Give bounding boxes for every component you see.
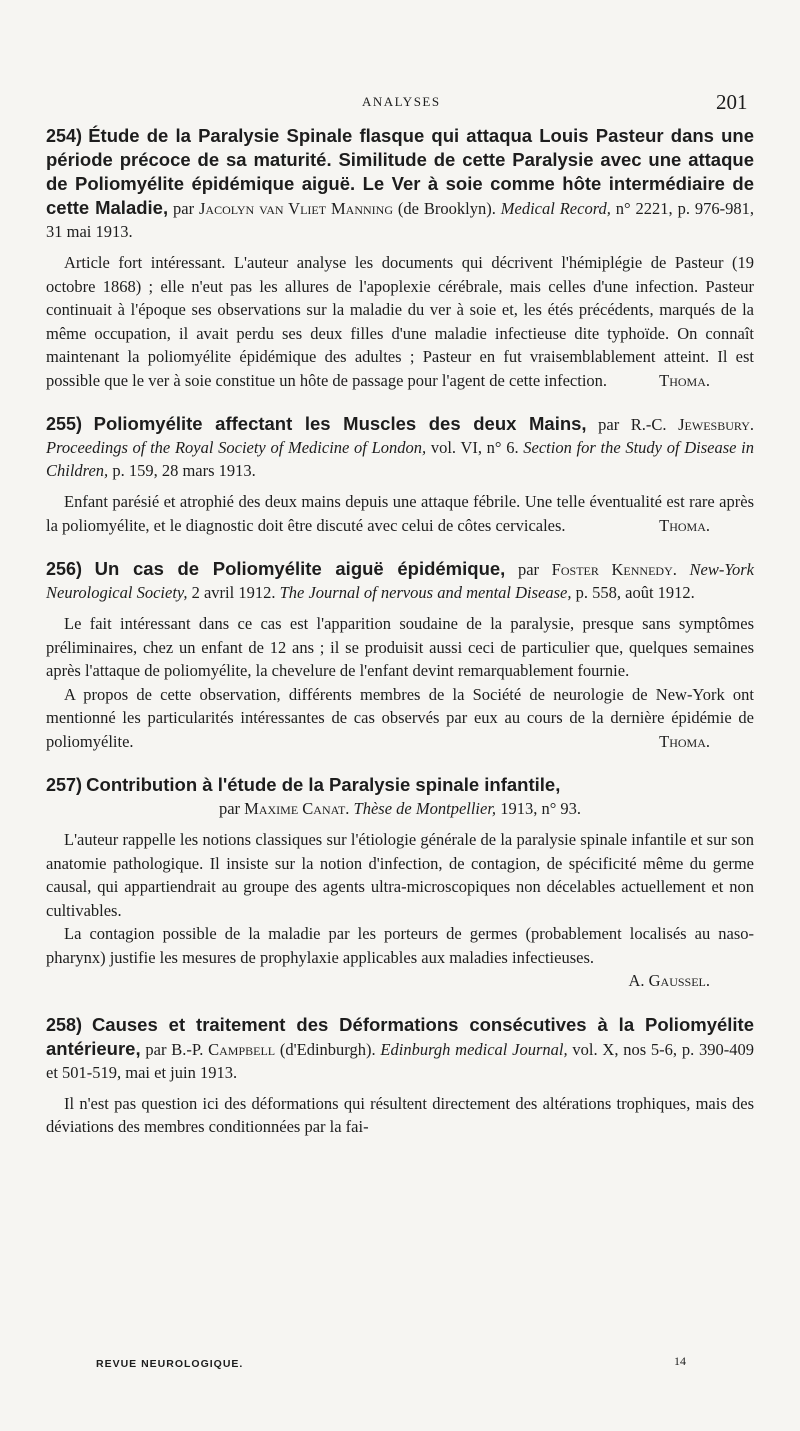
page-content xyxy=(46,124,754,1159)
author-suffix xyxy=(677,560,690,579)
article-heading xyxy=(46,412,754,482)
sheet-signature: 14 xyxy=(674,1354,686,1368)
running-head-title: ANALYSES xyxy=(362,94,441,109)
article-body: Le fait intéressant dans ce cas est l'apparition soudaine de la paralysie, presque sans symptômes préliminaires, chez un enfant de 12 ans ; il se produisit aussi ceci de particulier que, quelques semaines après l'attaque de poliomyélite, la chevelure de l'enfant devint remarquablement fournie. xyxy=(46,614,754,680)
article-body xyxy=(46,490,754,537)
article-heading xyxy=(46,557,754,604)
author-prefix: par xyxy=(586,415,631,434)
article-heading xyxy=(46,1013,754,1084)
page-number: 201 xyxy=(716,90,748,114)
article-number: 255) xyxy=(46,414,83,434)
article-title: Contribution à l'étude de la Paralysie spinale infantile, xyxy=(86,774,561,795)
article-body-text: Article fort intéressant. L'auteur analyse les documents qui décrivent l'hémiplégie de Pasteur (19 octobre 1868) ; elle n'eut pas les allures de l'apoplexie cérébrale, mais celles d'une infection. Pasteur continuait à l'époque ses observations sur la maladie du ver à soie et, les étés précédents, marqués de la même occupation, il avait perdu ses deux filles d'une maladie infectieuse dite typhoïde. On connaît maintenant la poliomyélite épidémique des adultes ; Pasteur en fut vraisemblablement atteint. Il est possible que le ver à soie constitue un hôte de passage pour l'agent de cette infection. xyxy=(46,253,754,390)
article-source-secondary: Section for the Study of Disease in Children, xyxy=(46,438,754,480)
article-byline xyxy=(46,797,754,820)
author-prefix: par xyxy=(140,1039,172,1059)
article-body: L'auteur rappelle les notions classiques sur l'étiologie générale de la paralysie spinale infantile et sur son anatomie pathologique. Il insiste sur la notion d'infection, de contagion, de spécificité même du germe causal, qui appartiendrait au groupe des agents ultra-microscopiques non décelables actuellement et non cultivables. xyxy=(46,830,754,920)
article-number: 256) xyxy=(46,559,83,579)
article-heading xyxy=(46,124,754,243)
article-signature: A. Gaussel. xyxy=(628,971,710,990)
article-author: Maxime Canat. xyxy=(244,799,350,818)
article-body-continued xyxy=(46,683,754,754)
article-body-text: A propos de cette observation, différents membres de la Société de neurologie de New-York ont mentionné les particularités intéressantes de cas observés par eux au cours de la dernière épidémie de poliomyélite. xyxy=(46,684,754,751)
running-head xyxy=(0,90,800,118)
article-citation: 1913, n° 93. xyxy=(496,799,582,818)
article-255 xyxy=(46,412,754,537)
article-source-secondary: The Journal of nervous and mental Disease, xyxy=(279,583,572,602)
author-suffix: (de Brooklyn). xyxy=(393,199,501,218)
article-author: Foster Kennedy. xyxy=(551,560,677,579)
article-body-continued xyxy=(46,922,754,990)
article-254 xyxy=(46,124,754,392)
article-author: Jacolyn van Vliet Manning xyxy=(199,199,393,218)
article-body-text: Enfant parésié et atrophié des deux mains depuis une attaque fébrile. Une telle éventualité est rare après la poliomyélite, et le diagnostic doit être discuté avec celui de côtes cervicales. xyxy=(46,492,754,535)
article-number: 254) xyxy=(46,126,83,146)
article-number: 258) xyxy=(46,1014,83,1035)
article-heading xyxy=(46,773,754,820)
article-source: Proceedings of the Royal Society of Medicine of London, xyxy=(46,438,427,457)
article-number: 257) xyxy=(46,775,83,795)
article-source: Edinburgh medical Journal, xyxy=(380,1039,568,1059)
article-body: Il n'est pas question ici des déformations qui résultent directement des altérations trophiques, mais des déviations des membres conditionnées par la fai- xyxy=(46,1093,754,1136)
journal-name: REVUE NEUROLOGIQUE. xyxy=(96,1358,244,1370)
article-signature: Thoma. xyxy=(659,515,710,535)
article-source: Medical Record, xyxy=(500,199,611,218)
article-signature: Thoma. xyxy=(659,370,710,390)
article-source: Thèse de Montpellier, xyxy=(353,799,497,818)
author-prefix: par xyxy=(505,560,552,579)
article-citation: 2 avril 1912. xyxy=(187,583,280,602)
article-body xyxy=(46,251,754,392)
article-signature: Thoma. xyxy=(659,731,710,751)
article-title: Étude de la Paralysie Spinale flasque qui attaqua Louis Pasteur dans une période précoce de sa maturité. Similitude de cette Paralysie avec une attaque de Poliomyélite épidémique aiguë. Le Ver à soie comme hôte intermédiaire de cette Maladie, xyxy=(46,125,755,218)
author-prefix: par xyxy=(218,799,245,818)
article-author: B.-P. Campbell xyxy=(171,1039,276,1059)
article-256 xyxy=(46,557,754,753)
article-citation-secondary: p. 159, 28 mars 1913. xyxy=(108,461,256,480)
article-body-text: La contagion possible de la maladie par les porteurs de germes (probablement localisés au naso-pharynx) justifie les mesures de prophylaxie applicables aux maladies infectieuses. xyxy=(46,924,754,967)
article-citation: n° 2221, p. 976-981, 31 mai 1913. xyxy=(46,199,754,241)
article-citation-secondary: p. 558, août 1912. xyxy=(571,583,695,602)
article-author: R.-C. Jewesbury. xyxy=(630,415,755,434)
author-prefix: par xyxy=(168,199,199,218)
article-source: New-York Neurological Society, xyxy=(46,560,754,602)
article-citation: vol. X, nos 5-6, p. 390-409 et 501-519, mai et juin 1913. xyxy=(46,1039,754,1082)
article-title: Causes et traitement des Déformations consécutives à la Poliomyélite antérieure, xyxy=(46,1013,755,1059)
article-258 xyxy=(46,1013,754,1139)
page-footer xyxy=(96,1354,696,1374)
author-suffix: (d'Edinburgh). xyxy=(275,1039,381,1059)
article-257 xyxy=(46,773,754,993)
article-title: Poliomyélite affectant les Muscles des deux Mains, xyxy=(93,413,587,434)
article-citation: vol. VI, n° 6. xyxy=(426,438,524,457)
article-title: Un cas de Poliomyélite aiguë épidémique, xyxy=(94,558,506,579)
